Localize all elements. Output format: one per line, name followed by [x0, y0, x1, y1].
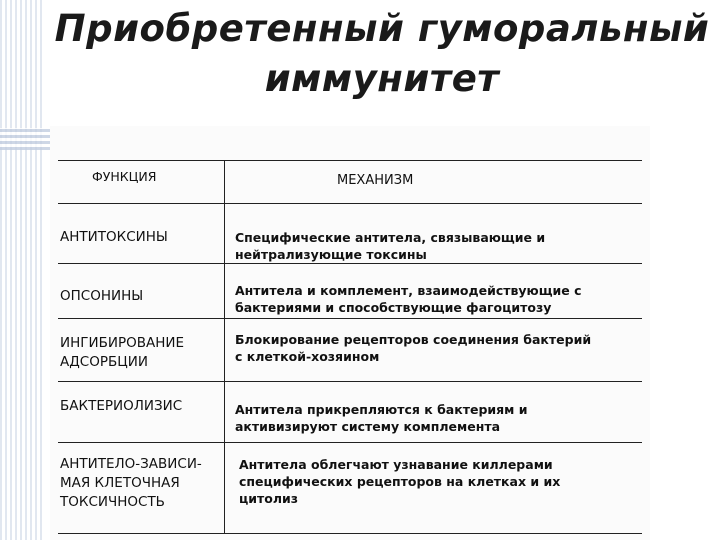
header-mechanism: МЕХАНИЗМ	[337, 173, 414, 188]
table-row	[58, 204, 642, 264]
mechanism-text: Антитела прикрепляются к бактериям и	[235, 402, 528, 417]
decorative-stripes-vertical	[0, 0, 42, 540]
function-label: МАЯ КЛЕТОЧНАЯ	[60, 475, 180, 491]
slide-title	[44, 4, 720, 104]
function-label: БАКТЕРИОЛИЗИС	[60, 398, 183, 414]
function-cell	[58, 382, 225, 443]
mechanism-text: специфических рецепторов на клетках и их	[239, 474, 561, 489]
header-cell-function	[58, 161, 225, 204]
slide-title-line1: Приобретенный гуморальный	[54, 7, 710, 50]
mechanism-text: бактериями и способствующие фагоцитозу	[235, 300, 552, 315]
function-label: АНТИТОКСИНЫ	[60, 229, 168, 245]
function-label: ТОКСИЧНОСТЬ	[60, 494, 165, 510]
mechanism-text: нейтрализующие токсины	[235, 247, 427, 262]
mechanism-cell	[225, 382, 643, 443]
mechanism-text: Блокирование рецепторов соединения бактерий	[235, 332, 592, 347]
mechanism-text: с клеткой-хозяином	[235, 349, 380, 364]
mechanism-cell	[225, 319, 643, 382]
header-cell-mechanism	[225, 161, 643, 204]
mechanism-text: Специфические антитела, связывающие и	[235, 230, 546, 245]
immunity-table	[58, 160, 642, 534]
function-label: АДСОРБЦИИ	[60, 354, 148, 370]
slide-title-line2: иммунитет	[264, 57, 500, 100]
table-header-row	[58, 161, 642, 204]
mechanism-cell	[225, 443, 643, 534]
mechanism-text: Антитела и комплемент, взаимодействующие с	[235, 283, 582, 298]
mechanism-cell	[225, 264, 643, 319]
mechanism-text: активизируют систему комплемента	[235, 419, 501, 434]
table-row	[58, 443, 642, 534]
table-row	[58, 264, 642, 319]
function-cell	[58, 443, 225, 534]
table-row	[58, 319, 642, 382]
decorative-stripes-horizontal	[0, 128, 50, 150]
function-cell	[58, 204, 225, 264]
mechanism-cell	[225, 204, 643, 264]
function-label: ИНГИБИРОВАНИЕ	[60, 335, 184, 351]
function-label: ОПСОНИНЫ	[60, 288, 144, 304]
table-row	[58, 382, 642, 443]
mechanism-text: цитолиз	[239, 491, 299, 506]
function-cell	[58, 264, 225, 319]
function-cell	[58, 319, 225, 382]
mechanism-text: Антитела облегчают узнавание киллерами	[239, 457, 553, 472]
function-label: АНТИТЕЛО-ЗАВИСИ-	[60, 456, 202, 472]
header-function: ФУНКЦИЯ	[92, 169, 157, 184]
